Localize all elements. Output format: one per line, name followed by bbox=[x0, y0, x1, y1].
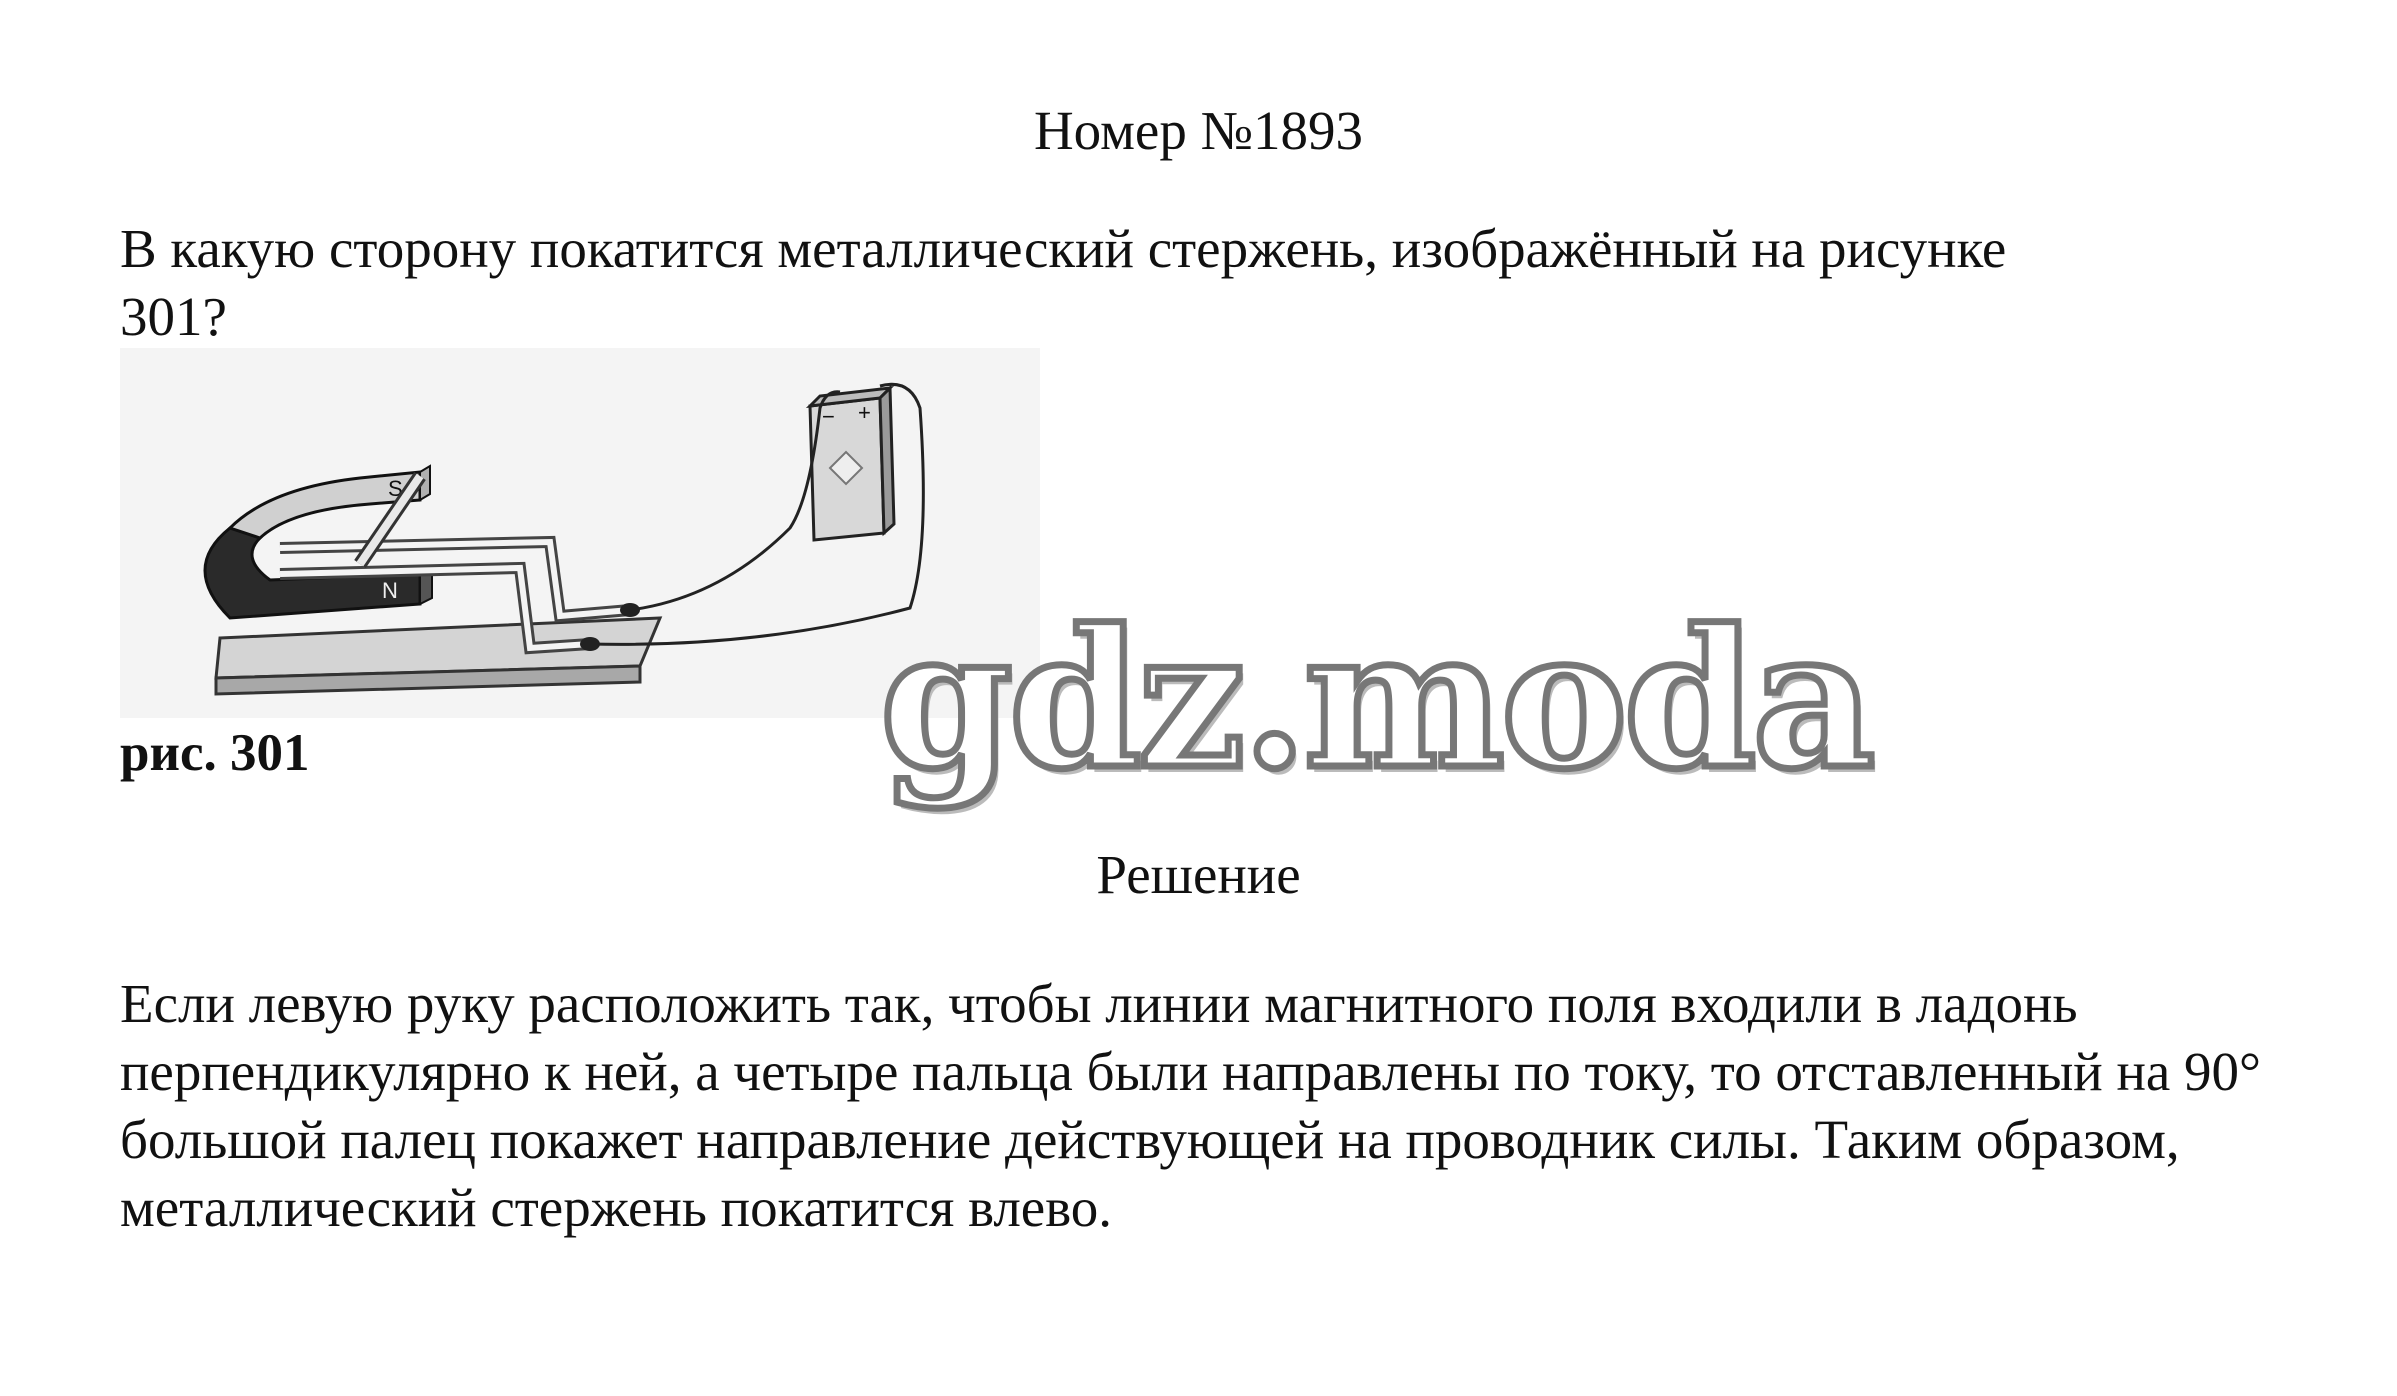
solution-text: Если левую руку расположить так, чтобы линии магнитного поля входили в ладонь перпендикулярно к ней, а четыре пальца были направлены по току, то отставленный на 90° большой палец покажет направление действующей на проводник силы. Таким образом, металлический стержень покатится влево. bbox=[120, 973, 2262, 1238]
figure-caption: рис. 301 bbox=[120, 724, 310, 782]
battery-negative-label: − bbox=[822, 404, 835, 429]
battery-side bbox=[880, 388, 894, 533]
solution-heading: Решение bbox=[1096, 844, 1301, 905]
question-text: В какую сторону покатится металлический стержень, изображённый на рисунке 301? bbox=[120, 218, 2007, 347]
magnet-label-north: N bbox=[382, 578, 398, 603]
magnet-label-south: S bbox=[388, 476, 403, 501]
watermark-logo: gdz.moda bbox=[880, 588, 1872, 811]
page-title: Номер №1893 bbox=[1033, 100, 1364, 161]
battery-positive-label: + bbox=[858, 400, 871, 425]
